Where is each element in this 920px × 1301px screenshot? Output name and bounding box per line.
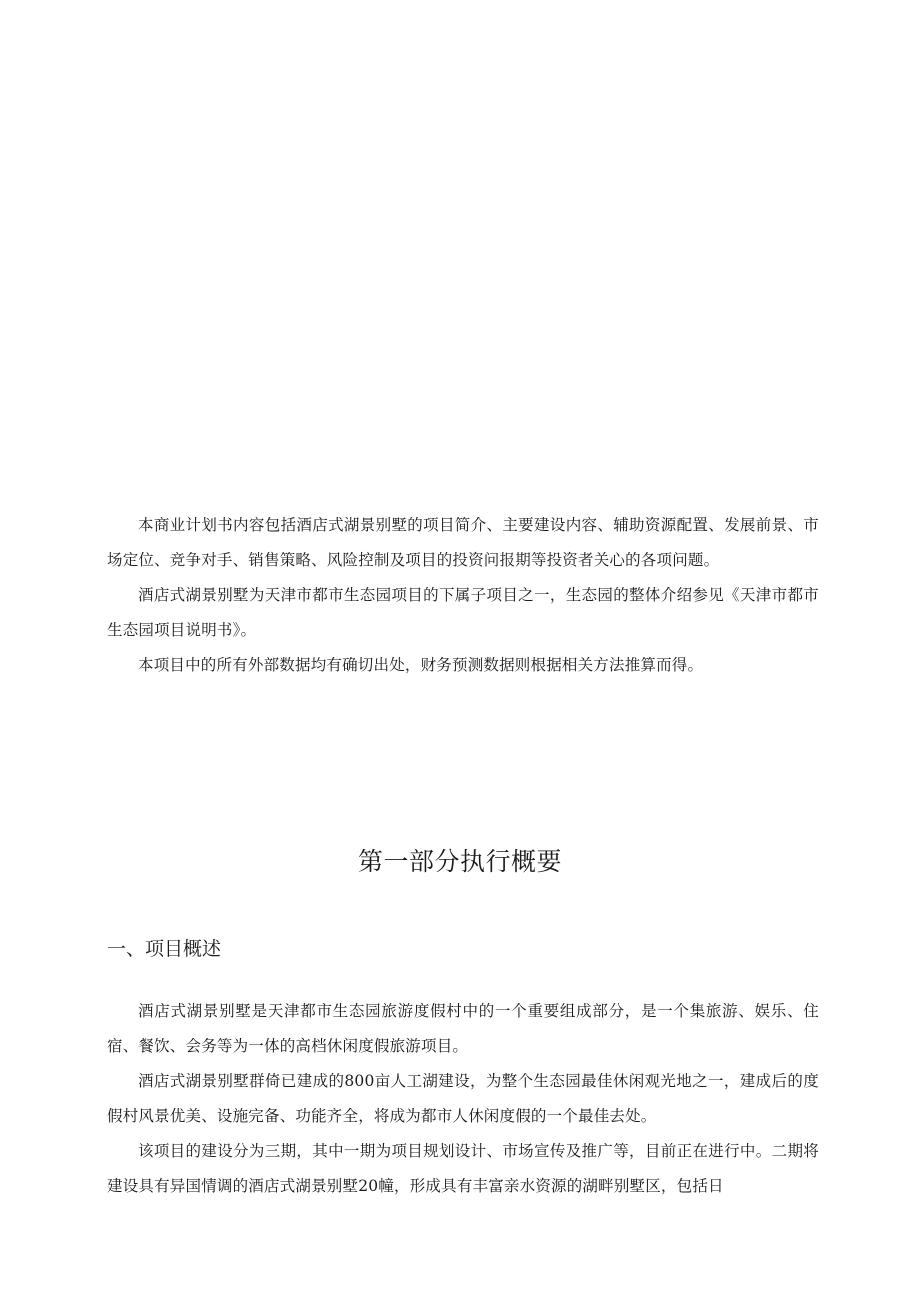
part-title: 第一部分执行概要 <box>357 847 562 876</box>
overview-paragraph: 酒店式湖景别墅群倚已建成的800亩人工湖建设，为整个生态园最佳休闲观光地之一，建成后的度假村风景优美、设施完备、功能齐全，将成为都市人休闲度假的一个最佳去处。 <box>107 1072 819 1125</box>
intro-paragraph: 酒店式湖景别墅为天津市都市生态园项目的下属子项目之一，生态园的整体介绍参见《天津市都市生态园项目说明书》。 <box>107 586 819 639</box>
section-heading: 一、项目概述 <box>107 938 222 960</box>
overview-paragraph: 该项目的建设分为三期，其中一期为项目规划设计、市场宣传及推广等，目前正在进行中。二期将建设具有异国情调的酒店式湖景别墅20幢，形成具有丰富亲水资源的湖畔别墅区，包括日 <box>107 1142 819 1195</box>
intro-paragraph: 本商业计划书内容包括酒店式湖景别墅的项目简介、主要建设内容、辅助资源配置、发展前景、市场定位、竞争对手、销售策略、风险控制及项目的投资问报期等投资者关心的各项问题。 <box>107 516 819 569</box>
project-overview-section <box>107 994 819 1204</box>
intro-paragraph: 本项目中的所有外部数据均有确切出处，财务预测数据则根据相关方法推算而得。 <box>138 656 704 674</box>
overview-paragraph: 酒店式湖景别墅是天津都市生态园旅游度假村中的一个重要组成部分，是一个集旅游、娱乐、住宿、餐饮、会务等为一体的高档休闲度假旅游项目。 <box>107 1002 819 1055</box>
intro-section <box>107 508 819 683</box>
